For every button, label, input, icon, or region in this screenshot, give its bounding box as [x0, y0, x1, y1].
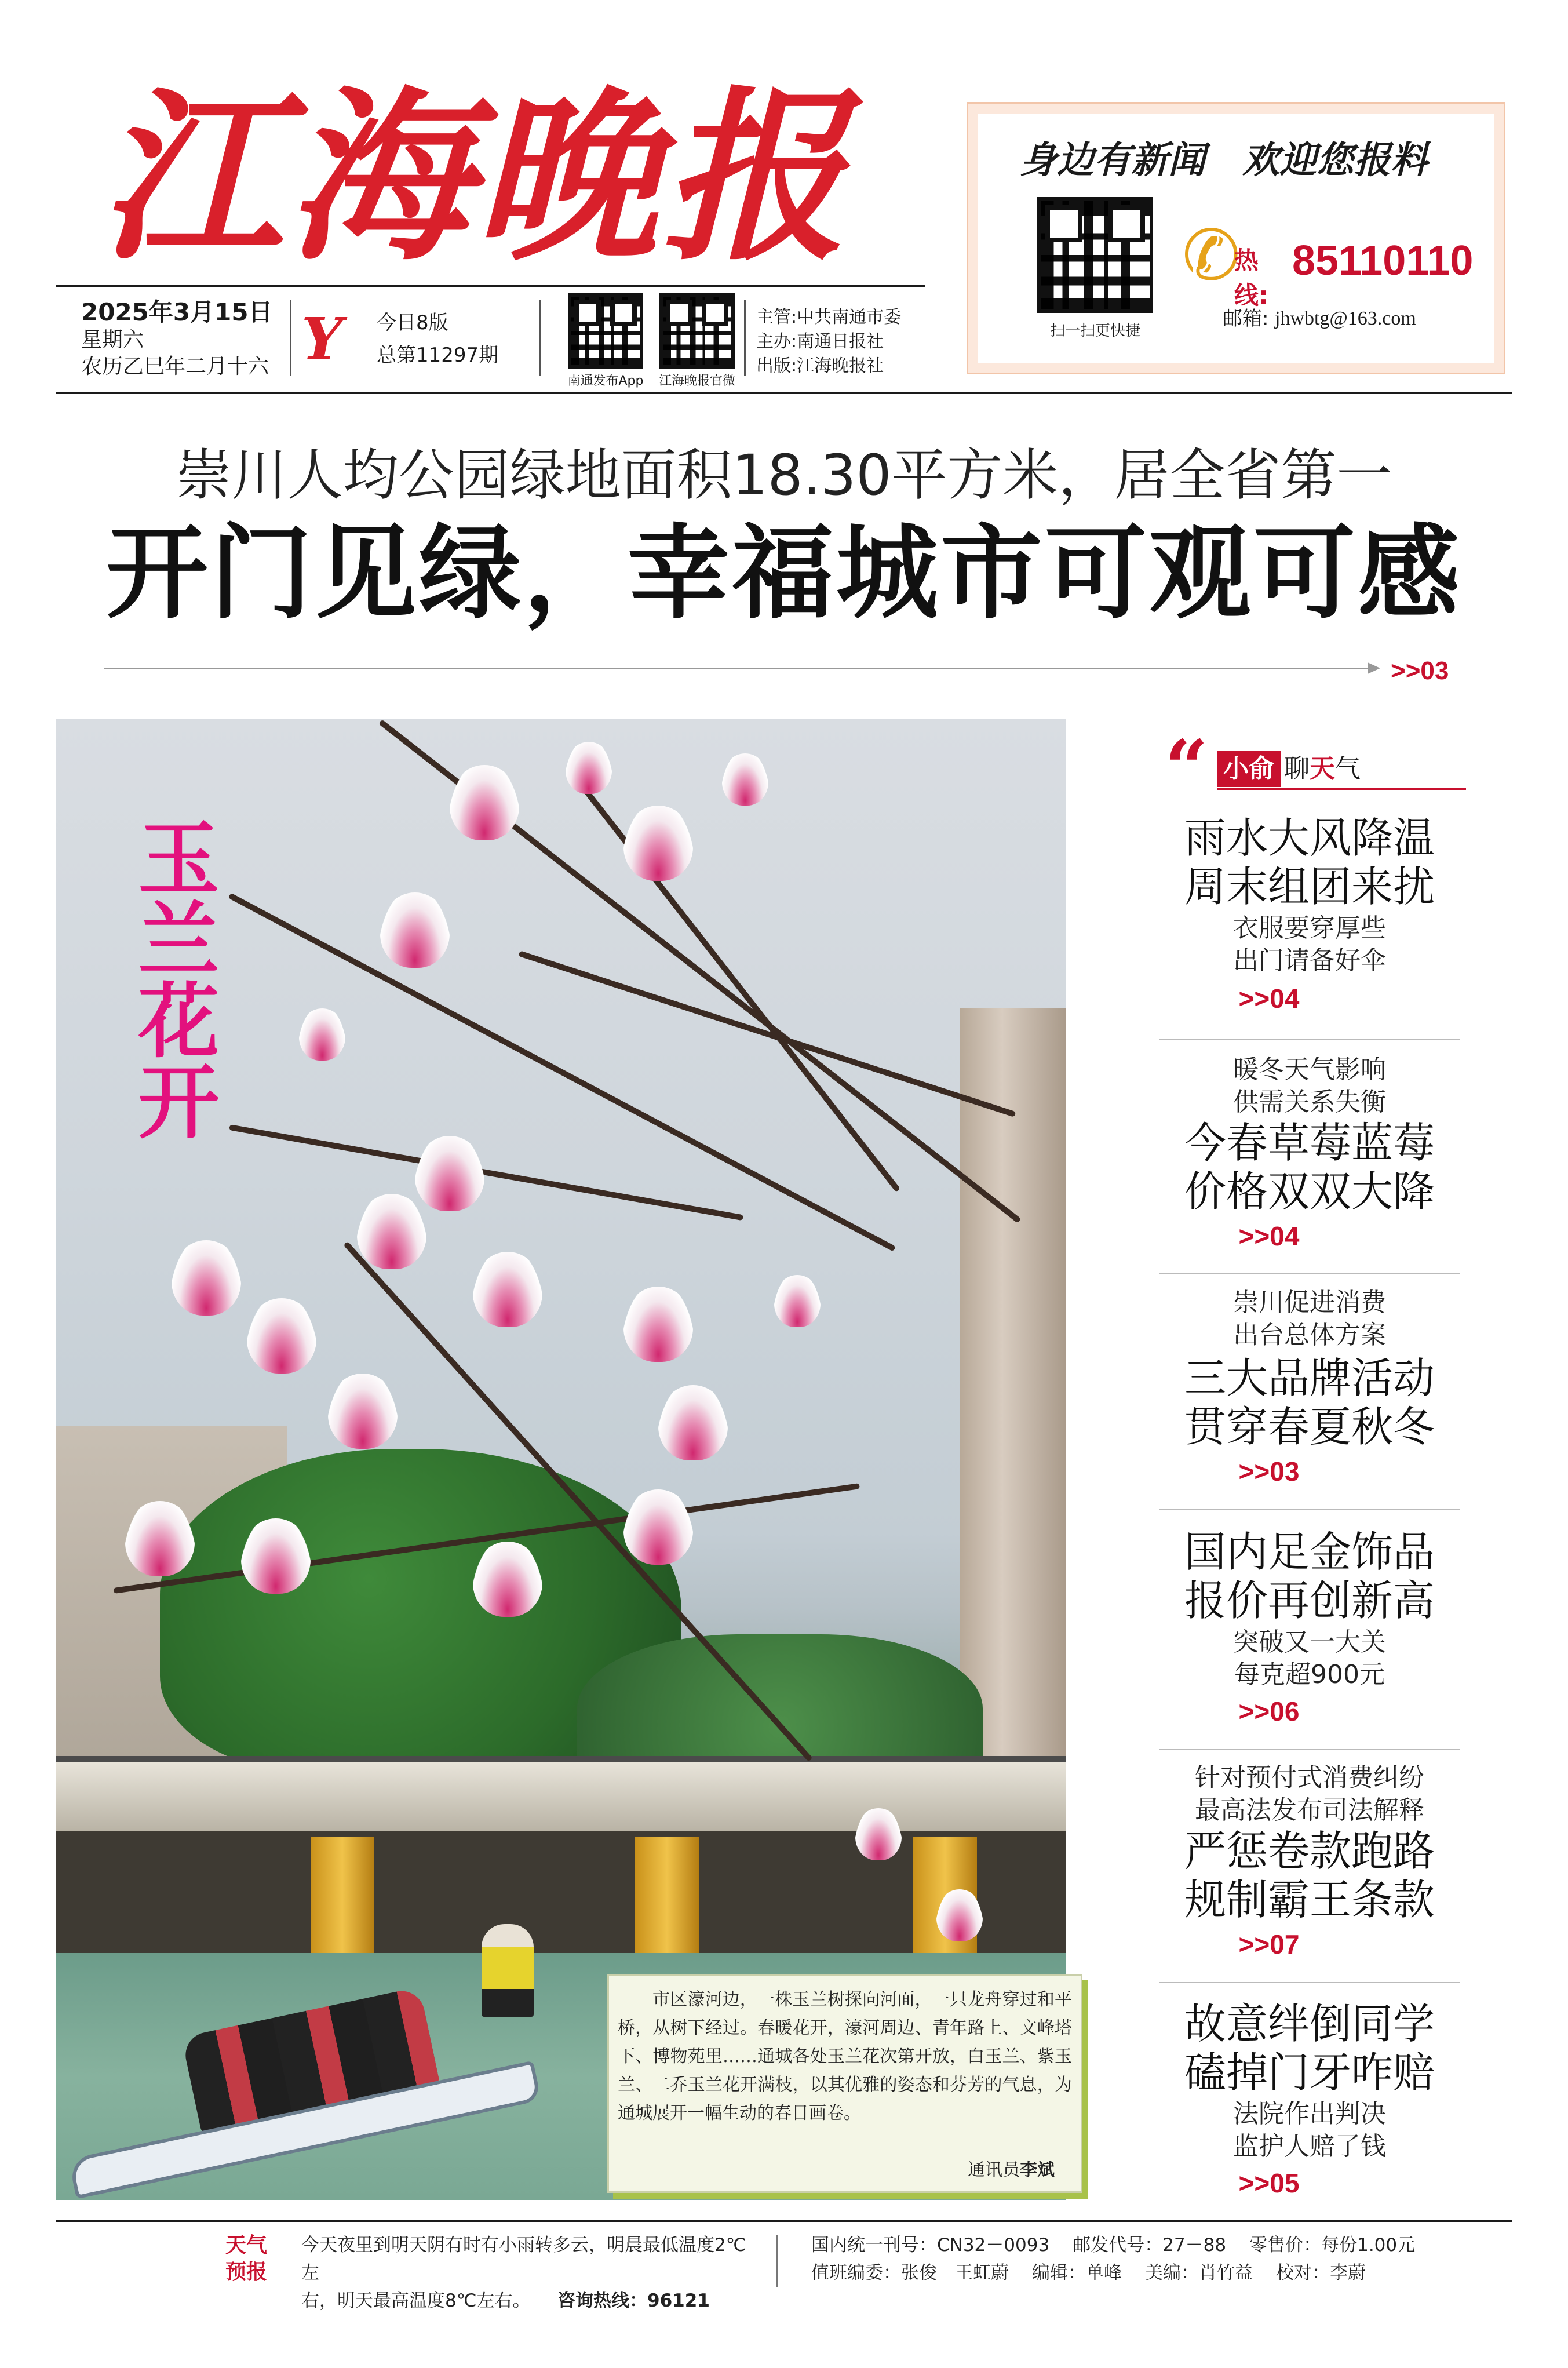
magnolia-flower [623, 806, 693, 881]
masthead-bottom-rule [56, 392, 1512, 394]
photo-bridge [56, 1756, 1066, 1831]
story-kicker-line: 出台总体方案 [1233, 1320, 1386, 1350]
email-address[interactable]: jhwbtg@163.com [1275, 308, 1416, 329]
lead-subheadline: 崇川人均公园绿地面积18.30平方米，居全省第一 [176, 443, 1392, 508]
magnolia-flower [658, 1385, 728, 1460]
magnolia-flower [623, 1287, 693, 1362]
magnolia-flower [623, 1489, 693, 1565]
story-sub-line: 突破又一大关 [1233, 1627, 1386, 1657]
magnolia-flower [473, 1542, 542, 1617]
story-divider [1159, 1273, 1460, 1274]
magnolia-flower [855, 1808, 902, 1860]
column-label-b: 天 [1310, 754, 1335, 784]
magnolia-flower [247, 1298, 316, 1374]
photo-branch [228, 893, 896, 1252]
editor: 编辑：单峰 [1032, 2263, 1122, 2283]
photo-credit-prefix: 通讯员 [968, 2160, 1020, 2180]
story-title-line: 严惩卷款跑路 [1184, 1827, 1435, 1875]
lead-headline[interactable]: 开门见绿，幸福城市可观可感 [105, 514, 1462, 633]
issue-weekday: 星期六 [81, 328, 144, 352]
magnolia-flower [172, 1240, 241, 1316]
publication-info [811, 2231, 1507, 2259]
footer-rule [56, 2220, 1512, 2222]
column-label [1284, 751, 1406, 787]
email-label: 邮箱: [1223, 307, 1269, 330]
photo-branch [229, 1124, 743, 1221]
dateline-divider [539, 300, 541, 376]
postal-code: 邮发代号：27－88 [1073, 2235, 1227, 2256]
hotline-number: 85110110 [1292, 238, 1474, 284]
retail-price: 零售价：每份1.00元 [1249, 2235, 1416, 2256]
story-kicker-line: 最高法发布司法解释 [1195, 1795, 1424, 1825]
story-sub-line: 监护人赔了钱 [1233, 2132, 1386, 2161]
page-count: 今日8版 [377, 311, 448, 334]
magnolia-flower [299, 1008, 345, 1061]
story-sub-line: 每克超900元 [1234, 1660, 1385, 1689]
weather-label-line: 天气 [225, 2234, 267, 2257]
story-1-jump[interactable]: >>04 [1238, 983, 1300, 1014]
photo-coach [482, 1924, 534, 2017]
story-4-title[interactable] [1118, 1528, 1501, 1625]
story-kicker-line: 暖冬天气影响 [1233, 1055, 1386, 1084]
magnolia-flower [450, 765, 519, 840]
dateline-divider [744, 300, 746, 376]
story-2-jump[interactable]: >>04 [1238, 1221, 1300, 1251]
story-3-title[interactable] [1118, 1354, 1501, 1451]
story-5-title[interactable] [1118, 1827, 1501, 1924]
proofreader: 校对：李蔚 [1276, 2263, 1366, 2283]
magnolia-flower [380, 892, 450, 968]
story-divider [1159, 1509, 1460, 1510]
headline-rule [104, 668, 1379, 669]
lead-page-jump[interactable]: >>03 [1391, 657, 1449, 685]
story-3-kicker [1118, 1287, 1501, 1351]
photo-credit-name: 李斌 [1020, 2160, 1055, 2180]
story-title-line: 价格双双大降 [1184, 1167, 1435, 1216]
photo-title: 玉兰花开 [125, 816, 219, 1141]
magnolia-flower [415, 1136, 484, 1211]
story-6-sub [1118, 2098, 1501, 2163]
story-title-line: 三大品牌活动 [1184, 1354, 1435, 1402]
magnolia-flower [566, 742, 612, 794]
dateline-top-rule [56, 285, 925, 287]
magnolia-flower [357, 1194, 426, 1269]
issue-date: 2025年3月15日 [81, 298, 273, 326]
hotline-label: 热线: [1234, 246, 1268, 309]
story-title-line: 今春草莓蓝莓 [1184, 1119, 1435, 1167]
photo-caption: 市区濠河边，一株玉兰树探向河面，一只龙舟穿过和平桥，从树下经过。春暖花开，濠河周边、青年路上、文峰塔下、博物苑里……通城各处玉兰花次第开放，白玉兰、紫玉兰、二乔玉兰花开满枝，以其优雅的姿态和芬芳的气息，为通城展开一幅生动的春日画卷。 [618, 1990, 1072, 2123]
consult-hotline: 咨询热线：96121 [557, 2290, 710, 2311]
footer-divider [776, 2235, 778, 2287]
magnolia-flower [936, 1889, 983, 1941]
news-tip-qr-code[interactable] [1037, 197, 1153, 313]
story-title-line: 国内足金饰品 [1184, 1528, 1435, 1576]
story-title-line: 周末组团来扰 [1184, 862, 1435, 911]
weather-text-line: 右，明天最高温度8℃左右。 [301, 2290, 522, 2311]
story-divider [1159, 1039, 1460, 1040]
supervisor: 主管:中共南通市委 [756, 307, 902, 327]
magnolia-flower [328, 1374, 398, 1449]
weather-text-line-2 [301, 2287, 753, 2315]
official-account-qr-code[interactable] [659, 293, 735, 369]
magnolia-flower [125, 1501, 195, 1576]
story-5-kicker [1118, 1762, 1501, 1827]
masthead-title: 江海晚报 [99, 68, 849, 285]
magnolia-flower [722, 753, 768, 806]
story-title-line: 故意绊倒同学 [1184, 1999, 1435, 2048]
column-label-c: 气 [1335, 754, 1361, 784]
official-account-qr-caption: 江海晚报官微 [658, 374, 735, 388]
magnolia-flower [473, 1252, 542, 1327]
editorial-staff [811, 2259, 1507, 2287]
story-1-title[interactable] [1118, 814, 1501, 911]
story-kicker-line: 针对预付式消费纠纷 [1195, 1763, 1424, 1793]
magnolia-flower [241, 1518, 311, 1594]
story-3-jump[interactable]: >>03 [1238, 1456, 1300, 1487]
story-divider [1159, 1749, 1460, 1750]
story-title-line: 雨水大风降温 [1184, 814, 1435, 862]
story-title-line: 磕掉门牙咋赔 [1184, 2048, 1435, 2097]
news-tip-slogan: 身边有新闻 欢迎您报料 [1020, 139, 1428, 182]
issue-lunar-date: 农历乙巳年二月十六 [81, 355, 269, 378]
story-kicker-line: 崇川促进消费 [1233, 1288, 1386, 1317]
column-head-rule [1217, 788, 1466, 790]
story-6-jump[interactable]: >>05 [1238, 2168, 1300, 2198]
photo-bridge-pillar [635, 1837, 699, 1953]
app-qr-caption: 南通发布App [567, 374, 644, 388]
story-sub-line: 法院作出判决 [1233, 2099, 1386, 2129]
story-6-title[interactable] [1118, 1999, 1501, 2097]
art-editor: 美编：肖竹益 [1145, 2263, 1253, 2283]
column-label-a: 聊 [1284, 754, 1310, 784]
issue-number: 总第11297期 [377, 344, 499, 367]
story-title-line: 报价再创新高 [1184, 1576, 1435, 1625]
story-title-line: 贯穿春夏秋冬 [1184, 1402, 1435, 1451]
qr-caption: 扫一扫更快捷 [1049, 322, 1140, 340]
story-4-jump[interactable]: >>06 [1238, 1696, 1300, 1726]
column-tag: 小俞 [1217, 751, 1281, 787]
story-4-sub [1118, 1626, 1501, 1691]
phone-icon: ✆ [1182, 216, 1241, 296]
quote-mark-icon: “ [1165, 723, 1208, 812]
story-2-kicker [1118, 1054, 1501, 1119]
publisher: 出版:江海晚报社 [756, 356, 884, 376]
weather-label [220, 2232, 272, 2290]
story-5-jump[interactable]: >>07 [1238, 1929, 1300, 1959]
story-title-line: 规制霸王条款 [1184, 1875, 1435, 1924]
magnolia-flower [774, 1275, 821, 1327]
story-sub-line: 出门请备好伞 [1233, 946, 1386, 975]
sponsor: 主办:南通日报社 [756, 331, 884, 352]
weather-text-line: 今天夜里到明天阴有时有小雨转多云，明晨最低温度2℃左 [301, 2235, 746, 2283]
photo-credit [823, 2157, 1055, 2184]
story-1-sub [1118, 912, 1501, 977]
weather-forecast [301, 2231, 753, 2311]
app-qr-code[interactable] [568, 293, 643, 369]
newspaper-logo-icon: Y [301, 305, 343, 373]
dateline-divider [290, 300, 291, 376]
photo-bridge-pillar [311, 1837, 374, 1953]
story-2-title[interactable] [1118, 1119, 1501, 1216]
story-kicker-line: 供需关系失衡 [1233, 1087, 1386, 1117]
cn-number: 国内统一刊号：CN32－0093 [811, 2235, 1050, 2256]
weather-label-line: 预报 [225, 2260, 267, 2284]
story-sub-line: 衣服要穿厚些 [1233, 913, 1386, 943]
story-divider [1159, 1982, 1460, 1983]
duty-editor: 值班编委：张俊 王虹蔚 [811, 2263, 1009, 2283]
